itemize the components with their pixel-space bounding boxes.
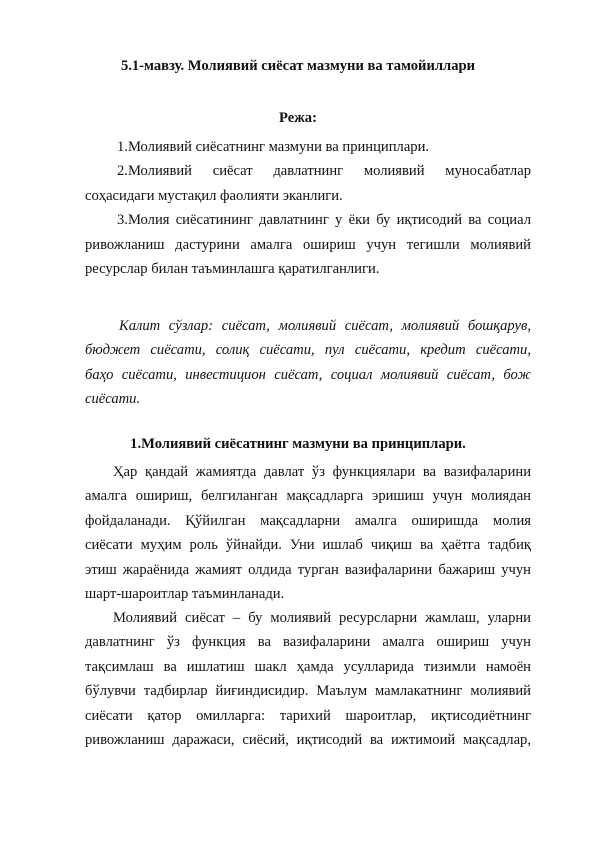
plan-title: Режа: — [279, 110, 317, 126]
keywords-line-4: сиёсати. — [85, 391, 141, 408]
paragraph-2-line-2: давлатнинг ўз функция ва вазифаларини амалга ошириш учун — [85, 634, 531, 651]
paragraph-1 — [85, 460, 531, 606]
paragraph-1-line-6: шарт-шароитлар таъминланади. — [85, 586, 285, 603]
plan-item-2-line-1: 2.Молиявий сиёсат давлатнинг молиявий муносабатлар — [117, 163, 531, 180]
plan-item-3-line-2: ривожланиш дастурини амалга ошириш учун тегишли молиявий — [85, 236, 531, 253]
paragraph-2-line-1: Молиявий сиёсат – бу молиявий ресурсларни жамлаш, уларни — [113, 610, 531, 626]
paragraph-1-line-5: этиш жараёнида жамият олдида турган вазифаларини бажариш учун — [85, 561, 531, 578]
topic-title: 5.1-мавзу. Молиявий сиёсат мазмуни ва тамойиллари — [120, 58, 476, 74]
paragraph-2-line-3: тақсимлаш ва ишлатиш шакл ҳамда усулларида тизимли намоён — [85, 658, 531, 675]
keywords-block — [85, 314, 531, 412]
keywords-line-2: бюджет сиёсати, солиқ сиёсати, пул сиёсати, кредит сиёсати, — [85, 342, 531, 359]
plan-list — [85, 135, 531, 281]
paragraph-2-line-6: ривожланиш даражаси, сиёсий, иқтисодий ва ижтимоий мақсадлар, — [85, 732, 531, 749]
paragraph-1-line-3: фойдаланади. Қўйилган мақсадларни амалга оширишда молия — [85, 512, 531, 529]
paragraph-1-line-4: сиёсати муҳим роль ўйнайди. Уни ишлаб чиқиш ва ҳаётга тадбиқ — [85, 537, 531, 554]
paragraph-1-line-1: Ҳар қандай жамиятда давлат ўз функциялари ва вазифаларини — [113, 464, 531, 480]
paragraph-2-line-4: бўлувчи тадбирлар йиғиндисидир. Маълум мамлакатнинг молиявий — [85, 683, 531, 700]
plan-item-2-line-2: соҳасидаги мустақил фаолияти эканлиги. — [85, 187, 343, 204]
paragraph-2-line-5: сиёсати қатор омилларга: тарихий шароитлар, иқтисодиётнинг — [85, 707, 531, 724]
plan-item-1: 1.Молиявий сиёсатнинг мазмуни ва принциплари. — [117, 139, 430, 155]
keywords-line-1: Калит сўзлар: сиёсат, молиявий сиёсат, молиявий бошқарув, — [119, 318, 531, 334]
paragraph-2 — [85, 606, 531, 752]
section-heading: 1.Молиявий сиёсатнинг мазмуни ва принциплари. — [130, 436, 466, 452]
plan-item-3-line-3: ресурслар билан таъминлашга қаратилганлиги. — [85, 261, 380, 278]
keywords-line-3: баҳо сиёсати, инвестицион сиёсат, социал молиявий сиёсат, бож — [85, 366, 531, 383]
paragraph-1-line-2: амалга ошириш, белгиланган мақсадларга эришиш учун молиядан — [85, 488, 531, 505]
plan-item-3-line-1: 3.Молия сиёсатининг давлатнинг у ёки бу иқтисодий ва социал — [117, 212, 531, 229]
